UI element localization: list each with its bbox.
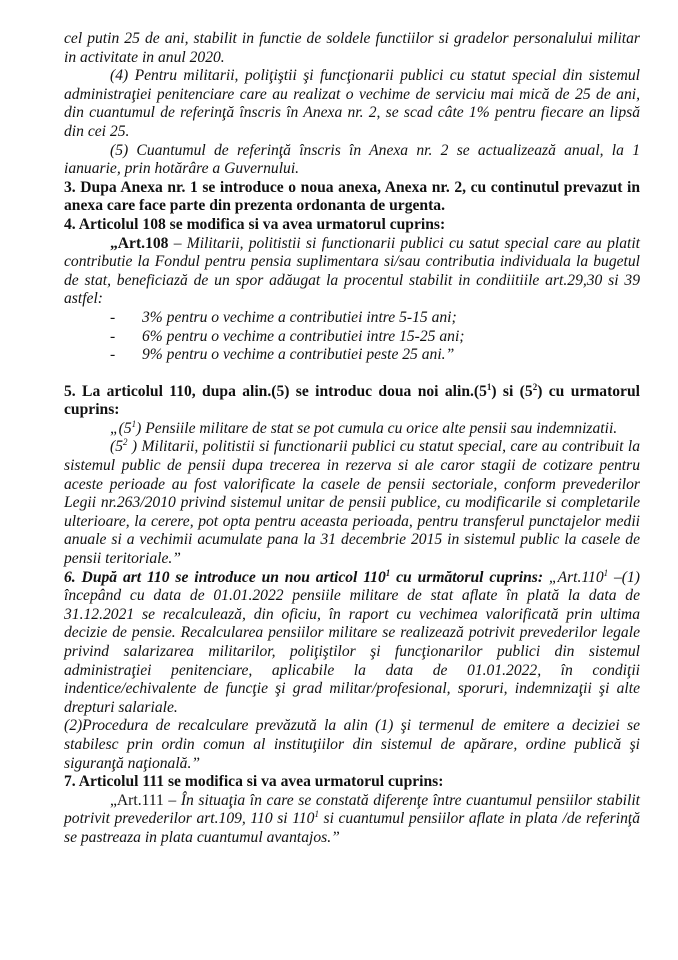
spacer [64, 365, 640, 383]
alin-text: ) Pensiile militare de stat se pot cumula cu orice alte pensii sau indemnizatii. [136, 419, 618, 437]
heading-point-5-part: ) cu urmatorul cuprins: [64, 382, 640, 419]
article-111-text: si cuantumul pensiilor aflate in plata /de referinţă se pastreaza in plata cuantumul avantajos.” [64, 810, 640, 846]
superscript: 1 [131, 418, 137, 429]
list-item: - 9% pentru o vechime a contributiei peste 25 ani.” [110, 346, 640, 365]
superscript: 1 [603, 567, 609, 578]
article-110-1-alin-2: (2)Procedura de recalculare prevăzută la alin (1) şi termenul de emitere a deciziei se stabilesc prin ordin comun al instituţiilor din sistemul de apărare, ordine publică şi siguranţă naţională.” [64, 717, 640, 772]
superscript: 1 [314, 809, 319, 820]
list-item: - 3% pentru o vechime a contributiei intre 5-15 ani; [110, 309, 640, 328]
heading-point-6: 6. După art 110 se introduce un nou articol 110 [64, 568, 386, 586]
superscript: 1 [385, 567, 391, 578]
superscript: 1 [486, 381, 492, 392]
list-item: - 6% pentru o vechime a contributiei intre 15-25 ani; [110, 328, 640, 347]
heading-point-4: 4. Articolul 108 se modifica si va avea urmatorul cuprins: [64, 215, 446, 233]
heading-point-5-part: ) si (5 [491, 382, 533, 400]
article-108 [64, 235, 640, 309]
article-110-1-text: –(1) începând cu data de 01.01.2022 pensiile militare de stat aflate în plată la data de 31.12.2021 se recalculează, din oficiu, în raport cu vechimea valorificată prin ultima decizie de pensie. Recalcularea pensiilor militare se realizează potrivit prevederilor legale privind salarizarea militarilor, poliţiştilor şi funcţionarilor publici din sistemul administraţiei penitenciare, aplicabile la data de 01.01.2022, în condiţii indentice/echivalente de funcţie şi grad militar/profesional, sporuri, indemnizaţii şi alte drepturi salariale. [64, 568, 640, 716]
alin-label: (5 [110, 438, 123, 456]
article-108-list [64, 309, 640, 365]
article-111-text: În situaţia în care se constată diferenţe între cuantumul pensiilor stabilit potrivit prevederilor art.109, 110 si 110 [64, 791, 640, 828]
paragraph-continuation: cel putin 25 de ani, stabilit in functie de soldele functiilor si gradelor personalului militar in activitate in anul 2020. [64, 30, 640, 66]
point-6-article-110-1 [64, 569, 640, 718]
superscript: 2 [532, 381, 538, 392]
superscript: 2 [123, 437, 128, 448]
alin-label: „(5 [110, 419, 132, 437]
heading-point-7: 7. Articolul 111 se modifica si va avea urmatorul cuprins: [64, 773, 444, 791]
alin-text: ) Militarii, politistii si functionarii publici cu statut special, care au contribuit la sistemul public de pensii dupa trecerea in rezerva si ale caror stagii de cotizare pentru aceste perioade au fost valorificate la casele de pensii sectoriale, conform prevederilor Legii nr.263/2010 privind sistemul unitar de pensii publice, cu modificarile si completarile ulterioare, la cerere, pot opta pentru aceasta perioada, pentru transferul punctajelor medii anuale si a vechimii acumulate pana la 31 decembrie 2015 in sistemul public la casele de pensii teritoriale.” [64, 438, 640, 568]
paragraph-alin-5: (5) Cuantumul de referinţă înscris în Anexa nr. 2 se actualizează anual, la 1 ianuarie, prin hotărâre a Guvernului. [64, 141, 640, 178]
paragraph-alin-5-2 [64, 438, 640, 568]
heading-point-6-tail: cu următorul cuprins: [390, 568, 544, 586]
article-111-label: „Art.111 – [110, 791, 177, 809]
article-110-1-label: „Art.110 [543, 568, 604, 586]
heading-point-5 [64, 383, 640, 420]
paragraph-alin-5-1 [64, 420, 640, 439]
heading-point-3: 3. Dupa Anexa nr. 1 se introduce o noua anexa, Anexa nr. 2, cu continutul prevazut in anexa care face parte din prezenta ordonanta de urgenta. [64, 178, 640, 215]
article-111 [64, 792, 640, 848]
paragraph-alin-4: (4) Pentru militarii, poliţiştii şi funcţionarii publici cu statut special din sistemul administraţiei penitenciare care au realizat o vechime de serviciu mai mică de 25 de ani, din cuantumul de referinţă înscris în Anexa nr. 2, se scad câte 1% pentru fiecare an lipsă din cei 25. [64, 67, 640, 140]
article-108-label: „Art.108 [110, 234, 169, 252]
document-page [64, 30, 640, 848]
heading-point-5-part: 5. La articolul 110, dupa alin.(5) se introduc doua noi alin.(5 [64, 382, 487, 400]
article-108-text: – Militarii, politistii si functionarii publici cu satut special care au platit contributie la Fondul pentru pensia suplimentara si/sau contributia individuala la bugetul de stat, beneficiază de un spor adăugat la procentul stabilit in condiitiile art.29,30 si 39 astfel: [64, 234, 640, 308]
